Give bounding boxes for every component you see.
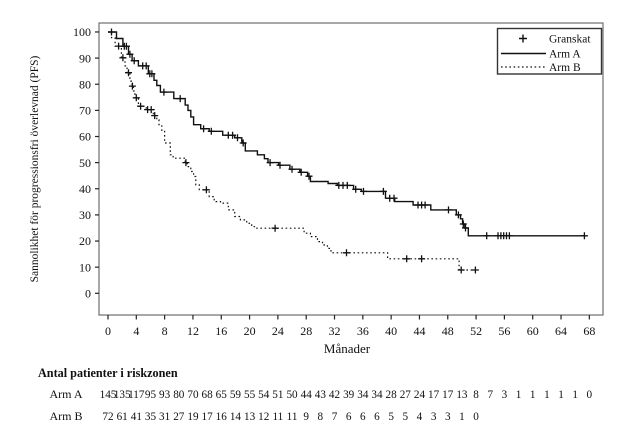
x-tick-label: 24 [271, 324, 284, 338]
risk-count: 34 [357, 389, 369, 401]
risk-count: 1 [529, 389, 536, 401]
legend-label-arm-b: Arm B [549, 62, 581, 74]
x-tick-label: 36 [356, 324, 369, 338]
x-tick-label: 40 [385, 324, 398, 338]
risk-count: 95 [144, 389, 157, 401]
censor-mark [133, 94, 140, 101]
risk-count: 24 [413, 389, 426, 401]
x-tick-label: 64 [555, 324, 568, 338]
risk-table-rows [50, 387, 593, 423]
legend [498, 29, 602, 75]
censor-mark [344, 182, 351, 189]
x-tick-label: 20 [243, 324, 256, 338]
risk-count: 17 [428, 389, 440, 401]
censor-mark [391, 195, 398, 202]
y-tick-label: 30 [79, 208, 91, 223]
risk-count: 117 [128, 389, 145, 401]
y-tick-label: 90 [79, 51, 91, 66]
risk-count: 11 [272, 411, 284, 423]
risk-count: 50 [286, 389, 298, 401]
risk-count: 27 [173, 411, 185, 423]
censor-mark [148, 106, 155, 113]
curve-arm-b [108, 32, 475, 270]
risk-count: 41 [130, 411, 142, 423]
risk-count: 0 [586, 389, 593, 401]
risk-count: 42 [328, 389, 341, 401]
x-tick-label: 32 [328, 324, 341, 338]
risk-count: 135 [113, 389, 131, 401]
risk-count: 28 [385, 389, 397, 401]
censor-mark [160, 89, 167, 96]
risk-count: 59 [229, 389, 242, 401]
x-tick-label: 28 [300, 324, 313, 338]
risk-count: 31 [159, 411, 171, 423]
risk-count: 8 [317, 411, 324, 423]
risk-count: 51 [272, 389, 284, 401]
y-tick-label: 100 [73, 25, 91, 40]
y-tick-label: 10 [79, 260, 91, 275]
risk-count: 7 [487, 389, 494, 401]
x-tick-label: 68 [583, 324, 596, 338]
censor-mark [403, 255, 410, 262]
y-tick-label: 70 [79, 103, 91, 118]
risk-count: 4 [416, 411, 423, 423]
risk-count: 11 [286, 411, 298, 423]
risk-count: 1 [558, 389, 564, 401]
censor-mark [306, 173, 313, 180]
risk-count: 5 [402, 411, 409, 423]
x-tick-label: 12 [186, 324, 199, 338]
risk-table-title: Antal patienter i riskzonen [38, 366, 178, 380]
risk-count: 5 [388, 411, 394, 423]
x-tick-label: 16 [215, 324, 228, 338]
legend-label-censored: Granskat [549, 33, 591, 46]
risk-count: 13 [456, 389, 468, 401]
risk-count: 72 [102, 411, 114, 423]
censor-mark [182, 159, 189, 166]
censor-mark [119, 54, 126, 61]
risk-count: 16 [215, 411, 227, 423]
risk-count: 6 [374, 411, 380, 423]
censor-mark [458, 267, 465, 274]
risk-count: 17 [201, 411, 213, 423]
censor-mark [125, 69, 132, 76]
y-tick-label: 0 [85, 286, 91, 301]
risk-count: 65 [215, 389, 227, 401]
risk-count: 80 [173, 389, 185, 401]
risk-count: 43 [314, 389, 326, 401]
risk-count: 61 [116, 411, 128, 423]
risk-count: 35 [144, 411, 157, 423]
y-axis-label: Sannolikhet för progressionsfri överlevnad (PFS) [29, 55, 41, 283]
risk-count: 55 [243, 389, 256, 401]
x-axis-label: Månader [323, 341, 371, 356]
risk-count: 1 [572, 389, 578, 401]
x-tick-label: 0 [105, 324, 111, 338]
censor-mark [343, 249, 350, 256]
x-tick-label: 52 [470, 324, 483, 338]
risk-count: 93 [159, 389, 171, 401]
censor-mark [129, 83, 136, 90]
risk-count: 68 [201, 389, 213, 401]
risk-table [38, 366, 593, 423]
censor-mark [177, 95, 184, 102]
risk-count: 12 [258, 411, 270, 423]
risk-count: 6 [345, 411, 352, 423]
risk-count: 6 [360, 411, 366, 423]
y-tick-label: 20 [79, 234, 91, 249]
y-tick-label: 60 [79, 129, 91, 144]
y-tick-label: 50 [79, 155, 91, 170]
censor-mark [272, 225, 279, 232]
risk-count: 3 [444, 411, 451, 423]
risk-count: 3 [430, 411, 437, 423]
censor-mark [472, 267, 479, 274]
risk-count: 7 [331, 411, 338, 423]
risk-row-label: Arm A [49, 387, 83, 401]
censor-mark [581, 232, 588, 239]
risk-count: 39 [343, 389, 355, 401]
risk-count: 44 [300, 389, 312, 401]
risk-count: 54 [258, 389, 270, 401]
risk-count: 1 [544, 389, 550, 401]
censor-mark [445, 206, 452, 213]
x-tick-label: 48 [441, 324, 454, 338]
x-tick-label: 44 [413, 324, 426, 338]
risk-row-label: Arm B [49, 409, 83, 423]
risk-count: 14 [229, 411, 242, 423]
y-tick-label: 40 [79, 181, 91, 196]
x-tick-label: 60 [526, 324, 539, 338]
risk-count: 1 [459, 411, 465, 423]
risk-count: 34 [371, 389, 383, 401]
risk-count: 0 [473, 411, 479, 423]
risk-count: 17 [442, 389, 454, 401]
risk-count: 1 [515, 389, 522, 401]
x-tick-label: 4 [133, 324, 140, 338]
y-tick-label: 80 [79, 77, 91, 92]
risk-count: 13 [243, 411, 256, 423]
y-axis-ticks [73, 25, 99, 300]
risk-count: 145 [99, 389, 117, 401]
censor-mark [418, 255, 425, 262]
x-tick-label: 8 [161, 324, 168, 338]
x-tick-label: 56 [498, 324, 511, 338]
censor-mark [422, 202, 429, 209]
censor-mark [483, 232, 490, 239]
risk-count: 19 [187, 411, 199, 423]
risk-count: 8 [473, 389, 479, 401]
risk-count: 9 [303, 411, 309, 423]
risk-count: 70 [187, 389, 199, 401]
risk-count: 3 [501, 389, 508, 401]
x-axis-ticks [105, 315, 595, 338]
legend-label-arm-a: Arm A [549, 48, 581, 61]
risk-count: 27 [399, 389, 411, 401]
